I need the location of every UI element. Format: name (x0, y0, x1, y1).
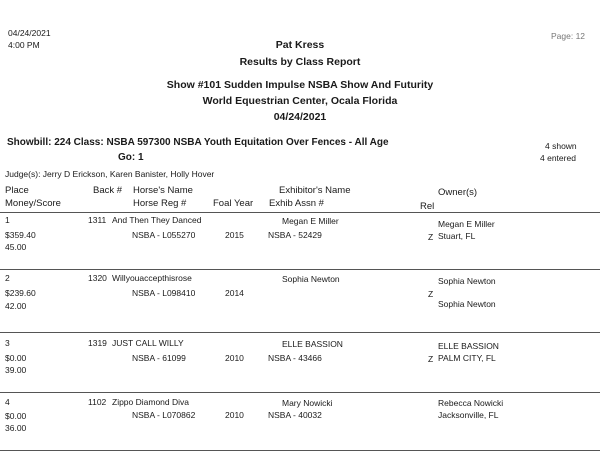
entry-score: 39.00 (5, 365, 27, 375)
entry-owner: Sophia Newton (438, 276, 496, 286)
entry-exhibitor: Mary Nowicki (282, 398, 333, 408)
entry-exhibitor: ELLE BASSION (282, 339, 343, 349)
entry-foal: 2010 (225, 410, 244, 420)
entry-exhibitor: Megan E Miller (282, 216, 339, 226)
entry-place: 1 (5, 215, 10, 225)
entry-foal: 2015 (225, 230, 244, 240)
entry-owner: Rebecca Nowicki (438, 398, 504, 408)
entry-rel: Z (428, 289, 434, 299)
entry-money: $239.60 (5, 288, 36, 298)
entry-foal: 2010 (225, 353, 244, 363)
entry-horse: Zippo Diamond Diva (112, 397, 190, 407)
col-place: Place (5, 185, 29, 196)
entry-horse: Willyouaccepthisrose (112, 273, 192, 283)
entry-place: 2 (5, 273, 10, 283)
entry-back: 1320 (88, 273, 107, 283)
report-title: Results by Class Report (239, 56, 361, 68)
go-number: Go: 1 (118, 152, 144, 163)
show-venue: World Equestrian Center, Ocala Florida (202, 95, 398, 107)
entry-back: 1319 (88, 338, 107, 348)
report-owner: Pat Kress (275, 39, 325, 51)
entry-assn: NSBA - 40032 (268, 410, 322, 420)
col-back: Back # (93, 185, 123, 196)
entry-place: 3 (5, 338, 10, 348)
row-divider (0, 212, 600, 213)
entry-owner: Megan E Miller (438, 219, 495, 229)
entry-money: $359.40 (5, 230, 36, 240)
row-divider (0, 392, 600, 393)
entry-horse: JUST CALL WILLY (112, 338, 184, 348)
entry-horse: And Then They Danced (112, 215, 202, 225)
entry-money: $0.00 (5, 353, 27, 363)
print-time: 4:00 PM (8, 40, 40, 50)
entry-score: 42.00 (5, 301, 27, 311)
entry-assn: NSBA - 52429 (268, 230, 322, 240)
entry-owner-city: PALM CITY, FL (438, 353, 496, 363)
shown-count: 4 shown (545, 141, 577, 151)
entry-owner: ELLE BASSION (438, 341, 499, 351)
show-date: 04/24/2021 (273, 111, 327, 123)
entry-rel: Z (428, 354, 434, 364)
row-divider (0, 269, 600, 270)
entry-reg: NSBA - L070862 (132, 410, 196, 420)
entry-exhibitor: Sophia Newton (282, 274, 340, 284)
col-rel: Rel (420, 201, 435, 212)
entry-reg: NSBA - 61099 (132, 353, 186, 363)
col-foal-year: Foal Year (213, 198, 254, 209)
entry-back: 1311 (88, 215, 107, 225)
entry-owner-city: Stuart, FL (438, 231, 476, 241)
show-title: Show #101 Sudden Impulse NSBA Show And Futurity (166, 79, 434, 91)
class-line: Showbill: 224 Class: NSBA 597300 NSBA Youth Equitation Over Fences - All Age (7, 137, 389, 148)
entry-foal: 2014 (225, 288, 244, 298)
entry-rel: Z (428, 232, 434, 242)
page-number: Page: 12 (551, 31, 586, 41)
bottom-divider (0, 450, 600, 451)
col-horse-name: Horse's Name (133, 185, 193, 196)
entry-back: 1102 (88, 397, 107, 407)
col-exhibitor: Exhibitor's Name (279, 185, 351, 196)
col-exhib-assn: Exhib Assn # (269, 198, 324, 209)
entry-money: $0.00 (5, 411, 27, 421)
entry-owner-city: Jacksonville, FL (438, 410, 499, 420)
judges-line: Judge(s): Jerry D Erickson, Karen Banister, Holly Hover (5, 169, 215, 179)
entry-score: 45.00 (5, 242, 27, 252)
entry-assn: NSBA - 43466 (268, 353, 322, 363)
entered-count: 4 entered (540, 153, 576, 163)
entry-owner-second: Sophia Newton (438, 299, 496, 309)
print-date: 04/24/2021 (8, 28, 51, 38)
entry-place: 4 (5, 397, 10, 407)
col-horse-reg: Horse Reg # (133, 198, 187, 209)
entry-reg: NSBA - L098410 (132, 288, 196, 298)
col-money-score: Money/Score (5, 198, 61, 209)
col-owner: Owner(s) (438, 187, 478, 198)
entry-score: 36.00 (5, 423, 27, 433)
row-divider (0, 332, 600, 333)
entry-reg: NSBA - L055270 (132, 230, 196, 240)
